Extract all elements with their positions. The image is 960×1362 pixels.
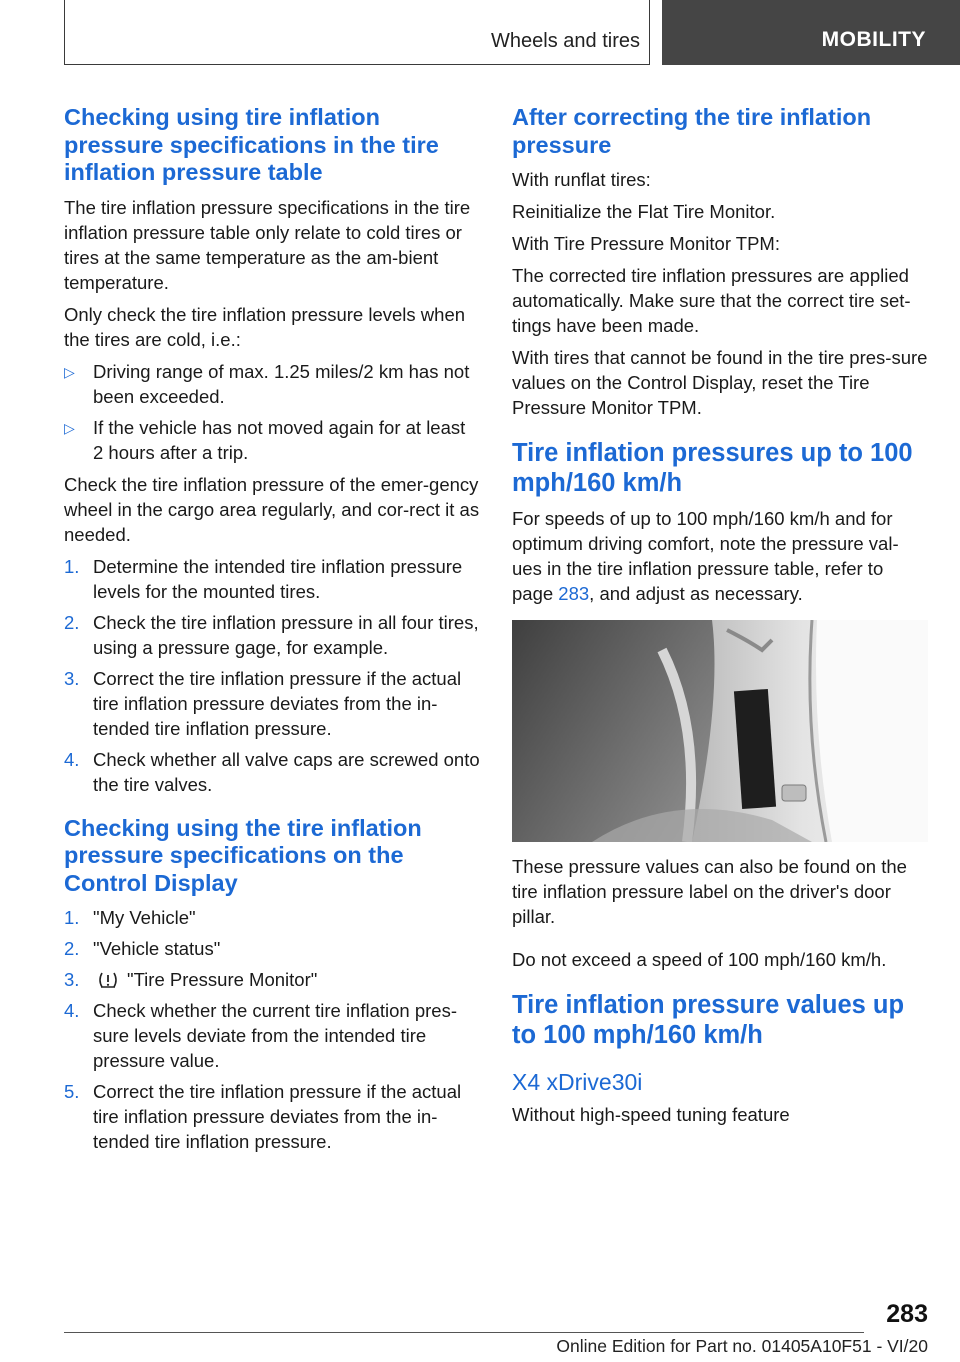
bullet-list [64,359,480,465]
tire-pressure-warning-icon [97,971,119,989]
header-chapter-tab [662,0,960,65]
model-heading: X4 xDrive30i [512,1069,643,1095]
triangle-bullet-icon: ▷ [64,419,75,436]
paragraph: Check the tire inflation pressure of the emer-gency wheel in the cargo area regularly, and cor-rect it as needed. [64,473,480,545]
paragraph: Do not exceed a speed of 100 mph/160 km/h. [512,949,887,970]
section-heading-after-correcting: After correcting the tire inflation pressure [512,104,872,158]
paragraph: With Tire Pressure Monitor TPM: [512,233,780,254]
paragraph: With runflat tires: [512,169,651,190]
paragraph: For speeds of up to 100 mph/160 km/h and for optimum driving comfort, note the pressure val-ues in the tire inflation pressure table, refer to page 283, and adjust as necessary. [512,508,899,604]
list-item: 5. Correct the tire inflation pressure if the actual tire inflation pressure deviates from the in-tended tire inflation pressure. [64,1081,462,1152]
paragraph: The tire inflation pressure specifications in the tire inflation pressure table only relate to cold tires or tires at the same temperature as the am-bient temperature. [64,196,471,293]
section-heading-control-display: Checking using the tire inflation pressure specifications on the Control Display [64,814,422,896]
list-item: 2. "Vehicle status" [64,938,221,959]
triangle-bullet-icon: ▷ [64,363,75,380]
list-item: 1. "My Vehicle" [64,907,196,928]
door-pillar-label-photo [512,620,928,842]
numbered-steps [64,905,480,1154]
header-chapter-label: MOBILITY [821,28,926,51]
header-section-title: Wheels and tires [491,30,640,52]
list-item: 4. Check whether all valve caps are screwed onto the tire valves. [64,748,480,795]
list-item: 2. Check the tire inflation pressure in all four tires, using a pressure gage, for example. [64,611,479,658]
list-item: ▷ If the vehicle has not moved again for at least 2 hours after a trip. [64,416,466,463]
page-header [0,0,960,66]
paragraph: With tires that cannot be found in the tire pres-sure values on the Control Display, reset the Tire Pressure Monitor TPM. [512,347,928,418]
paragraph: Without high-speed tuning feature [512,1104,790,1125]
section-heading-table: Checking using tire inflation pressure specifications in the tire inflation pressure table [64,104,439,185]
list-item: 1. Determine the intended tire inflation pressure levels for the mounted tires. [64,555,463,602]
page-reference-link[interactable]: 283 [558,583,590,604]
paragraph: These pressure values can also be found on the tire inflation pressure label on the driver's door pillar. [512,856,907,927]
paragraph: Only check the tire inflation pressure levels when the tires are cold, i.e.: [64,303,466,350]
right-column [512,104,928,1134]
list-item: 4. Check whether the current tire inflation pres-sure levels deviate from the intended tire pressure value. [64,1000,458,1071]
edition-note: Online Edition for Part no. 01405A10F51 - VI/20 [556,1336,928,1356]
paragraph: Reinitialize the Flat Tire Monitor. [512,201,776,222]
paragraph: The corrected tire inflation pressures are applied automatically. Make sure that the correct tire set-tings have been made. [512,265,911,336]
numbered-steps [64,554,480,797]
section-heading-pressure-values: Tire inflation pressure values up to 100 mph/160 km/h [512,991,905,1049]
list-item: 3. "Tire Pressure Monitor" [64,969,318,990]
list-item: 3. Correct the tire inflation pressure if the actual tire inflation pressure deviates from the in-tended tire inflation pressure. [64,667,462,739]
section-heading-pressures: Tire inflation pressures up to 100 mph/160 km/h [512,439,913,497]
list-item: ▷ Driving range of max. 1.25 miles/2 km has not been exceeded. [64,360,470,407]
footer-divider [64,1332,864,1333]
page-number: 283 [886,1300,928,1328]
left-column [64,104,480,1161]
